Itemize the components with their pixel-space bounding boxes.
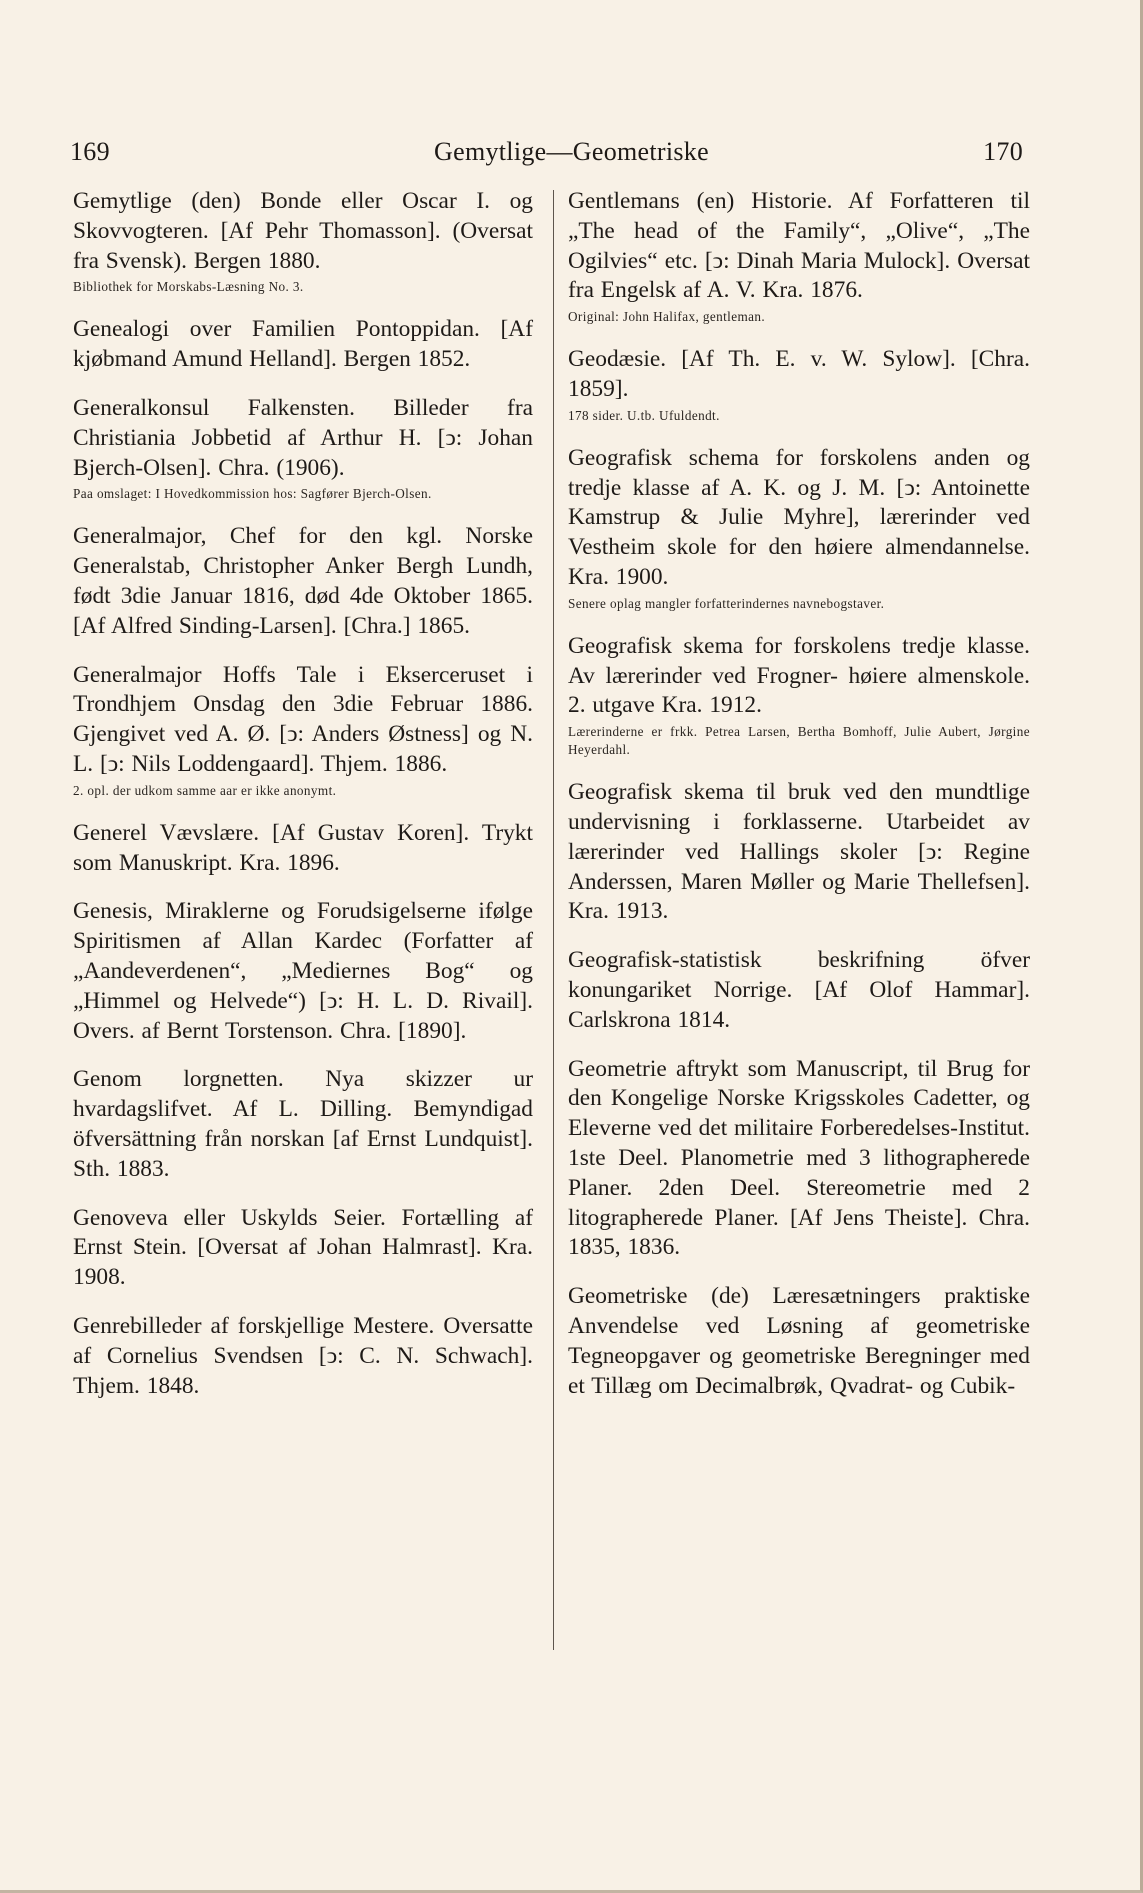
page-number-right: 170: [983, 137, 1023, 166]
entry-text: Geografisk-statistisk beskrifning öfver konungariket Norrige. [Af Olof Hammar]. Carlskrona 1814.: [568, 947, 1030, 1033]
entry-note: Bibliothek for Morskabs-Læsning No. 3.: [73, 279, 304, 295]
entry-note: 2. opl. der udkom samme aar er ikke anonymt.: [73, 782, 337, 798]
entry: [73, 187, 533, 296]
entry-text: Generel Vævslære. [Af Gustav Koren]. Trykt som Manuskript. Kra. 1896.: [73, 819, 533, 876]
entry-text: Geometriske (de) Læresætningers praktiske Anvendelse ved Løsning af geometriske Tegneopgaver og geometriske Beregninger med et Tillæg om Decimalbrøk, Qvadrat- og Cubik-: [568, 1283, 1030, 1399]
entry: [73, 1312, 533, 1401]
entry-text: Gemytlige (den) Bonde eller Oscar I. og Skovvogteren. [Af Pehr Thomasson]. (Oversat fra Svensk). Bergen 1880.: [73, 188, 533, 274]
entry-text: Genrebilleder af forskjellige Mestere. Oversatte af Cornelius Svendsen [ↄ: C. N. Schwach]. Thjem. 1848.: [73, 1312, 533, 1399]
entry-note: Senere oplag mangler forfatterindernes navnebogstaver.: [568, 595, 885, 611]
entry: [73, 661, 533, 800]
entry: [568, 187, 1030, 326]
entry: [73, 522, 533, 641]
entry-note: Lærerinderne er frkk. Petrea Larsen, Bertha Bomhoff, Julie Aubert, Jørgine Heyerdahl.: [568, 724, 1030, 758]
entry-text: Generalkonsul Falkensten. Billeder fra Christiania Jobbetid af Arthur H. [ↄ: Johan Bjerch-Olsen]. Chra. (1906).: [73, 394, 533, 481]
entry: [568, 632, 1030, 759]
entry: [568, 444, 1030, 613]
entry: [568, 1282, 1030, 1401]
entry: [73, 315, 533, 375]
entry-text: Geografisk skema for forskolens tredje klasse. Av lærerinder ved Frogner- høiere almenskole. 2. utgave Kra. 1912.: [568, 632, 1030, 719]
entry-note: Paa omslaget: I Hovedkommission hos: Sagfører Bjerch-Olsen.: [73, 486, 432, 502]
entry-note: 178 sider. U.tb. Ufuldendt.: [568, 407, 720, 423]
entry-text: Geometrie aftrykt som Manuscript, til Brug for den Kongelige Norske Krigsskoles Cadetter, og Eleverne ved det militaire Forberedelses-Institut. 1ste Deel. Planometrie med 3 lithographerede Planer. 2den Deel. Stereometrie med 2 litographerede Planer. [Af Jens Theiste]. Chra. 1835, 1836.: [568, 1055, 1030, 1261]
entry: [73, 1065, 533, 1184]
entry: [568, 778, 1030, 927]
entry-text: Genesis, Miraklerne og Forudsigelserne ifølge Spiritismen af Allan Kardec (Forfatter af „Aandeverdenen“, „Mediernes Bog“ og „Himmel og Helvede“) [ↄ: H. L. D. Rivail]. Overs. af Bernt Torstenson. Chra. [1890].: [73, 898, 533, 1044]
entry-text: Generalmajor Hoffs Tale i Ekserceruset i Trondhjem Onsdag den 3die Februar 1886. Gjengivet ved A. Ø. [ↄ: Anders Østness] og N. L. [ↄ: Nils Loddengaard]. Thjem. 1886.: [73, 661, 533, 777]
entry-text: Generalmajor, Chef for den kgl. Norske Generalstab, Christopher Anker Bergh Lundh, født 3die Januar 1816, død 4de Oktober 1865. [Af Alfred Sinding-Larsen]. [Chra.] 1865.: [73, 523, 533, 639]
entry-text: Genoveva eller Uskylds Seier. Fortælling af Ernst Stein. [Oversat af Johan Halmrast]. Kra. 1908.: [73, 1204, 533, 1291]
entry-text: Gentlemans (en) Historie. Af Forfatteren til „The head of the Family“, „Olive“, „The Ogilvies“ etc. [ↄ: Dinah Maria Mulock]. Oversat fra Engelsk af A. V. Kra. 1876.: [568, 188, 1030, 304]
entry: [568, 946, 1030, 1035]
entry: [568, 1055, 1030, 1264]
entry: [73, 394, 533, 503]
entry: [568, 345, 1030, 425]
left-column: [73, 187, 533, 1420]
entry-text: Geografisk schema for forskolens anden og tredje klasse af A. K. og J. M. [ↄ: Antoinette Kamstrup & Julie Myhre], lærerinder ved Vestheim skole for den høiere almendannelse. Kra. 1900.: [568, 444, 1030, 590]
column-divider: [553, 190, 554, 1650]
running-title: Gemytlige—Geometriske: [434, 137, 709, 166]
right-column: [568, 187, 1030, 1420]
entry-text: Geodæsie. [Af Th. E. v. W. Sylow]. [Chra. 1859].: [568, 346, 1030, 402]
page-number-left: 169: [70, 137, 110, 166]
entry: [73, 1204, 533, 1293]
entry: [73, 897, 533, 1046]
entry-note: Original: John Halifax, gentleman.: [568, 309, 766, 325]
entry-text: Geografisk skema til bruk ved den mundtlige undervisning i forklasserne. Utarbeidet av lærerinder ved Hallings skoler [ↄ: Regine Anderssen, Maren Møller og Marie Thellefsen]. Kra. 1913.: [568, 779, 1030, 925]
entry-text: Genealogi over Familien Pontoppidan. [Af kjøbmand Amund Helland]. Bergen 1852.: [73, 316, 533, 373]
entry: [73, 819, 533, 879]
entry-text: Genom lorgnetten. Nya skizzer ur hvardagslifvet. Af L. Dilling. Bemyndigad öfversättning från norskan [af Ernst Lundquist]. Sth. 1883.: [73, 1066, 533, 1182]
